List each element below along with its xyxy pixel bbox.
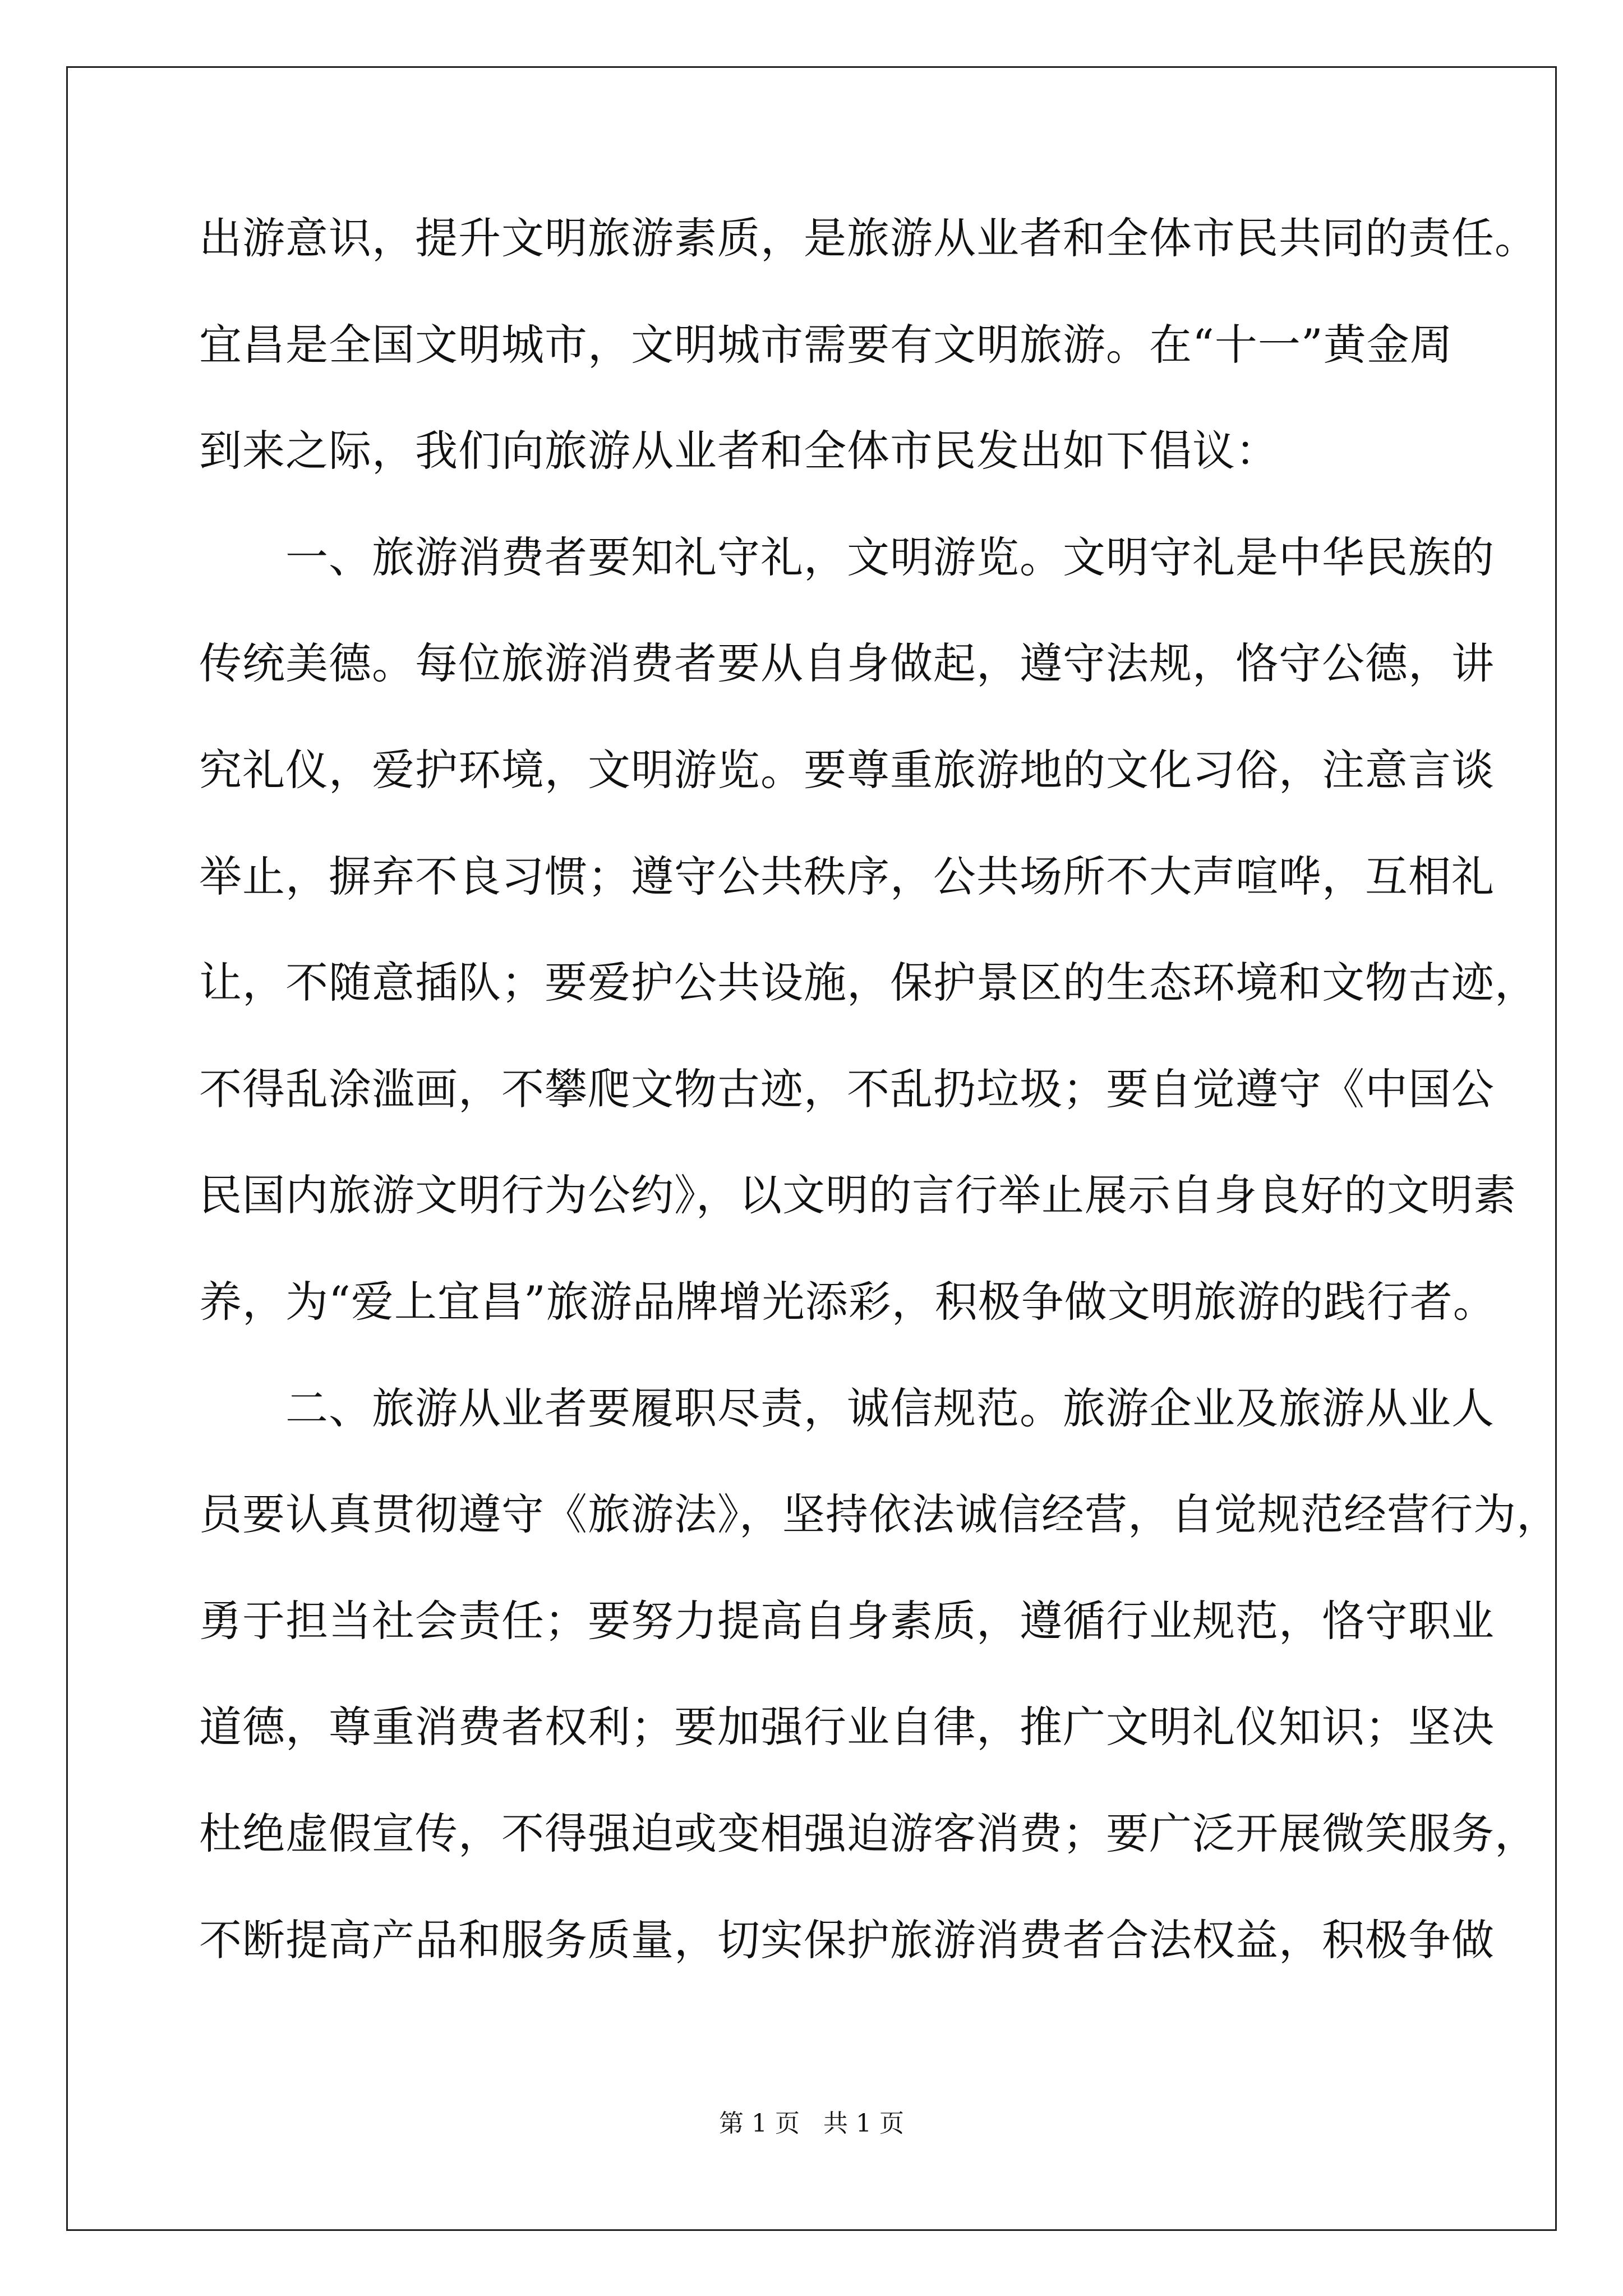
text-line: 不得乱涂滥画，不攀爬文物古迹，不乱扔垃圾；要自觉遵守《中国公 [199,1064,1495,1114]
text-line: 举止，摒弃不良习惯；遵守公共秩序，公共场所不大声喧哗，互相礼 [199,851,1495,901]
paragraph-start-line: 一、旅游消费者要知礼守礼，文明游览。文明守礼是中华民族的 [199,532,1495,582]
text-line: 养，为“爱上宜昌”旅游品牌增光添彩，积极争做文明旅游的践行者。 [199,1276,1496,1327]
text-line: 让，不随意插队；要爱护公共设施，保护景区的生态环境和文物古迹， [199,958,1538,1008]
page-footer: 第 1 页 共 1 页 [719,2109,904,2138]
document-body [199,205,1560,2013]
text-line: 杜绝虚假宣传，不得强迫或变相强迫游客消费；要广泛开展微笑服务， [199,1808,1538,1858]
text-line: 道德，尊重消费者权利；要加强行业自律，推广文明礼仪知识；坚决 [199,1702,1495,1752]
text-line: 传统美德。每位旅游消费者要从自身做起，遵守法规，恪守公德，讲 [199,638,1495,689]
paragraph-start-line: 二、旅游从业者要履职尽责，诚信规范。旅游企业及旅游从业人 [199,1383,1495,1433]
text-line: 出游意识，提升文明旅游素质，是旅游从业者和全体市民共同的责任。 [199,213,1538,263]
text-line: 宜昌是全国文明城市，文明城市需要有文明旅游。在“十一”黄金周 [199,319,1453,370]
text-line: 民国内旅游文明行为公约》，以文明的言行举止展示自身良好的文明素 [199,1170,1516,1221]
text-line: 员要认真贯彻遵守《旅游法》，坚持依法诚信经营，自觉规范经营行为， [199,1489,1560,1540]
text-line: 到来之际，我们向旅游从业者和全体市民发出如下倡议： [199,426,1279,476]
text-line: 勇于担当社会责任；要努力提高自身素质，遵循行业规范，恪守职业 [199,1595,1495,1646]
text-line: 究礼仪，爱护环境，文明游览。要尊重旅游地的文化习俗，注意言谈 [199,744,1495,795]
text-line: 不断提高产品和服务质量，切实保护旅游消费者合法权益，积极争做 [199,1915,1495,1965]
